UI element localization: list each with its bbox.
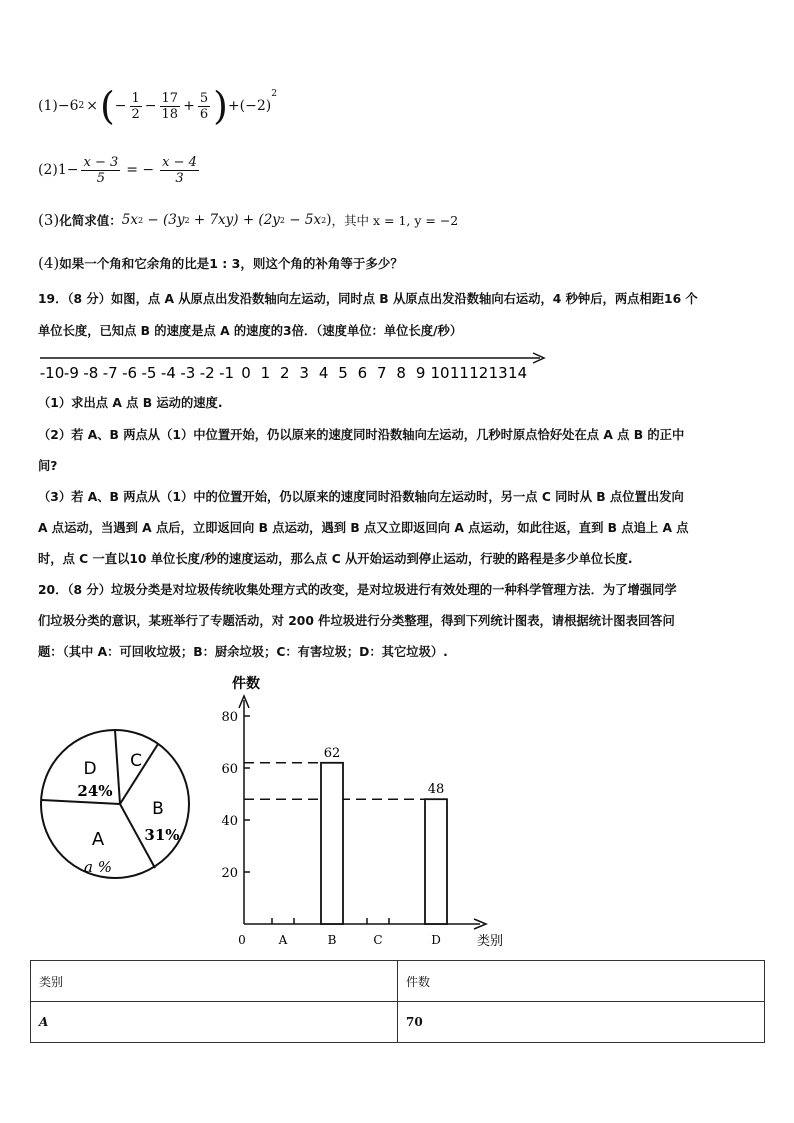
p19-q2b: 间?	[38, 459, 58, 473]
bar-chart	[218, 672, 518, 952]
number-line-label: 2	[280, 364, 290, 382]
p20-line1: 20．（8 分）垃圾分类是对垃圾传统收集处理方式的改变，是对垃圾进行有效处理的一种科学管理方法．为了增强同学	[38, 583, 677, 597]
number-line-label: 5	[338, 364, 348, 382]
p19-q2a: （2）若 A、B 两点从（1）中位置开始，仍以原来的速度同时沿数轴向左运动，几秒时原点恰好处在点 A 点 B 的正中	[38, 428, 685, 442]
expr-1-frac1: $\frac{1}{2}$	[131, 90, 140, 122]
expr-1-label: (1)	[38, 98, 58, 114]
origin-label: 0	[238, 933, 246, 947]
expr-3-b: − (3y	[143, 212, 185, 228]
data-table	[30, 960, 765, 1043]
y-tick-label: 20	[221, 866, 238, 881]
expr-1-rparen: )	[213, 84, 228, 128]
pie-pct-a: a %	[84, 858, 112, 876]
number-line-label: 3	[299, 364, 309, 382]
p19-q3c: 时，点 C 一直以10 单位长度/秒的速度运动，那么点 C 从开始运动到停止运动，行驶的路程是多少单位长度.	[38, 552, 633, 566]
y-ticks	[221, 710, 250, 881]
pie-chart	[38, 722, 194, 886]
bar	[425, 799, 447, 924]
y-tick-label: 40	[221, 814, 238, 829]
expr-1-a-exp: 2	[78, 101, 85, 111]
p19-line1: 19．（8 分）如图，点 A 从原点出发沿数轴向左运动，同时点 B 从原点出发沿数轴向右运动，4 秒钟后，两点相距16 个	[38, 292, 698, 306]
number-line	[38, 348, 550, 382]
number-line-label: -10	[39, 364, 65, 382]
table-header-row	[31, 961, 765, 1002]
item-4	[38, 252, 403, 274]
number-line-label: 9	[415, 364, 426, 382]
expr-1-tail-exp: 2	[271, 89, 277, 99]
p19-q3b: A 点运动，当遇到 A 点后，立即返回向 B 点运动，遇到 B 点又立即返回向 A 点运动，如此往返，直到 B 点追上 A 点	[38, 521, 689, 535]
pie-pct-d: 24%	[77, 782, 113, 800]
number-line-label: -6	[122, 364, 138, 382]
number-line-label: -8	[83, 364, 99, 382]
expr-3	[38, 208, 458, 232]
bars	[321, 746, 447, 924]
expr-3-a: 5x	[121, 212, 138, 228]
number-line-label: -9	[63, 364, 79, 382]
expr-2-eq: = −	[126, 162, 155, 178]
pie-label-c: C	[130, 751, 142, 771]
x-ticks	[272, 918, 441, 947]
expr-2	[38, 150, 202, 190]
item-4-text: 如果一个角和它余角的比是1 : 3，则这个角的补角等于多少？	[59, 256, 403, 271]
table-cell-count: 70	[398, 1002, 765, 1043]
expr-3-d: − 5x	[285, 212, 322, 228]
expr-3-e: )	[326, 212, 332, 228]
bar-value-label: 48	[427, 782, 445, 798]
p20-line3: 题：（其中 A：可回收垃圾；B：厨余垃圾；C：有害垃圾；D：其它垃圾）.	[38, 645, 448, 659]
number-line-label: -3	[180, 364, 196, 382]
pie-label-a: A	[91, 829, 105, 850]
table-cell-category: A	[31, 1002, 398, 1043]
expr-1-times: ×	[86, 98, 98, 114]
expr-3-exp-c: 2	[279, 215, 286, 225]
expr-1-op2: +	[183, 98, 195, 114]
y-tick-label: 60	[221, 762, 238, 777]
expr-2-frac1: $\frac{x - 3}{5}$	[83, 154, 119, 186]
expr-3-label: (3)	[38, 211, 60, 229]
expr-3-text: 化简求值：	[59, 213, 122, 228]
number-line-label: 10	[430, 364, 450, 382]
number-line-label: -4	[160, 364, 176, 382]
number-line-label: 4	[318, 364, 329, 382]
item-4-label: (4)	[38, 254, 60, 272]
x-axis-label: 类别	[476, 934, 504, 949]
expr-3-exp-d: 2	[321, 215, 327, 225]
y-axis-label: 件数	[232, 676, 260, 692]
number-line-label: 0	[241, 364, 251, 382]
number-line-labels	[40, 364, 527, 382]
expr-1-tail: +(−2)	[227, 98, 272, 114]
expr-1-frac2: $\frac{17}{18}$	[161, 90, 179, 122]
y-tick-label: 80	[221, 710, 238, 725]
number-line-label: 1	[260, 364, 271, 382]
number-line-label: -1	[219, 364, 235, 382]
expr-1	[38, 83, 277, 129]
expr-1-frac3: $\frac{5}{6}$	[199, 90, 209, 122]
p20-line2: 们垃圾分类的意识，某班举行了专题活动，对 200 件垃圾进行分类整理，得到下列统计图表，请根据统计图表回答问	[38, 614, 675, 628]
number-line-label: 8	[396, 364, 406, 382]
x-tick-label: C	[373, 933, 383, 947]
bar	[321, 763, 343, 924]
pie-label-b: B	[152, 799, 164, 819]
pie-label-d: D	[83, 759, 97, 779]
expr-1-op1: −	[144, 98, 157, 114]
expr-1-lparen: (	[99, 84, 115, 128]
expr-2-one: 1−	[57, 162, 79, 178]
x-tick-label: D	[431, 933, 441, 947]
number-line-label: -5	[141, 364, 157, 382]
p19-line2: 单位长度，已知点 B 的速度是点 A 的速度的3倍．（速度单位：单位长度/秒）	[38, 324, 463, 338]
number-line-label: 13	[488, 364, 508, 382]
expr-3-exp-b: 2	[184, 215, 190, 225]
expr-2-frac2: $\frac{x - 4}{3}$	[162, 154, 197, 186]
expr-1-minus: −	[114, 98, 127, 114]
p19-q3a: （3）若 A、B 两点从（1）中的位置开始，仍以原来的速度同时沿数轴向左运动时，另一点 C 同时从 B 点位置出发向	[38, 490, 684, 504]
number-line-label: 12	[469, 364, 489, 382]
number-line-label: 6	[357, 364, 368, 382]
pie-pct-b: 31%	[144, 826, 180, 844]
table-header-count: 件数	[398, 961, 765, 1002]
bar-value-label: 62	[323, 745, 341, 761]
number-line-label: -7	[102, 364, 118, 382]
number-line-label: 7	[377, 364, 387, 382]
expr-2-label: (2)	[38, 162, 58, 178]
number-line-label: 11	[449, 364, 469, 382]
expr-3-exp-a: 2	[137, 215, 144, 225]
number-line-label: -2	[199, 364, 215, 382]
expr-3-c: + 7xy) + (2y	[189, 212, 280, 228]
x-tick-label: B	[327, 933, 337, 947]
number-line-label: 14	[508, 364, 528, 382]
table-header-category: 类别	[31, 961, 398, 1002]
table-row	[31, 1002, 765, 1043]
expr-3-cond: ，其中 x = 1, y = −2	[331, 213, 459, 228]
p19-q1: （1）求出点 A 点 B 运动的速度.	[38, 396, 223, 410]
expr-1-a: −6	[57, 98, 79, 114]
x-tick-label: A	[278, 933, 288, 947]
